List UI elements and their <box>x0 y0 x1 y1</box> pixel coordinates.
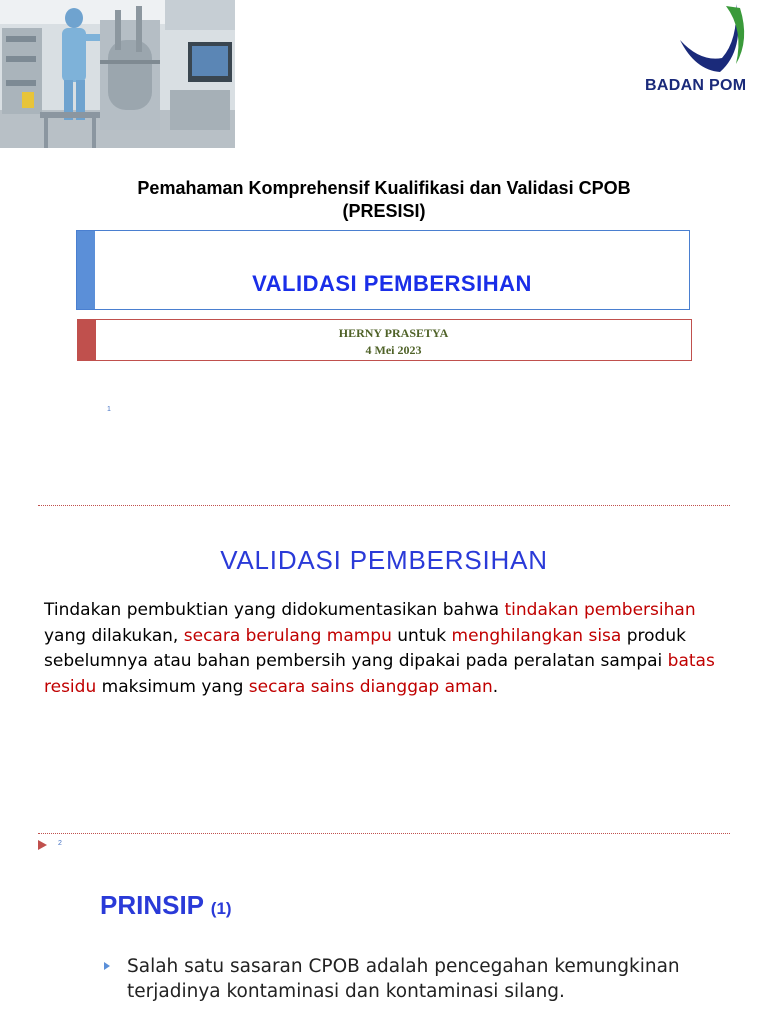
slide3-title-text: PRINSIP <box>100 890 204 920</box>
event-title-line1: Pemahaman Komprehensif Kualifikasi dan Validasi CPOB <box>137 178 631 198</box>
main-title-box <box>76 230 690 310</box>
presentation-date: 4 Mei 2023 <box>365 343 422 357</box>
definition-paragraph <box>44 598 734 700</box>
highlighted-phrase: batas residu <box>44 651 715 697</box>
slide-divider <box>38 505 730 506</box>
paragraph-text: produk sebelumnya atau bahan pembersih yang dipakai pada peralatan sampai <box>44 625 686 671</box>
bullet-text: Salah satu sasaran CPOB adalah pencegahan kemungkinan terjadinya kontaminasi dan kontaminasi silang. <box>127 956 680 1002</box>
slide-number: 2 <box>58 840 62 847</box>
paragraph-text: maksimum yang <box>96 676 249 697</box>
highlighted-phrase: tindakan pembersihan <box>504 600 696 620</box>
highlighted-phrase: menghilangkan sisa <box>451 625 622 646</box>
slide-arrow-icon <box>38 840 47 850</box>
slide3-title-suffix: (1) <box>210 899 232 918</box>
paragraph-text: yang dilakukan, <box>44 625 184 646</box>
slide-number: 1 <box>107 406 111 413</box>
paragraph-text: . <box>492 676 499 697</box>
logo-text: BADAN POM <box>645 77 747 94</box>
highlighted-phrase: secara berulang mampu <box>183 625 392 646</box>
paragraph-text: untuk <box>391 625 452 646</box>
title-accent-strip <box>77 231 95 309</box>
event-title <box>40 177 728 223</box>
highlighted-phrase: secara sains dianggap aman <box>248 676 493 697</box>
presenter-accent-strip <box>78 320 96 360</box>
presenter-box <box>77 319 692 361</box>
slide-divider <box>38 833 730 834</box>
event-title-line2: (PRESISI) <box>342 201 426 221</box>
presenter-name: HERNY PRASETYA <box>338 326 449 340</box>
paragraph-text: Tindakan pembuktian yang didokumentasikan bahwa <box>44 600 505 620</box>
presenter-info <box>96 325 691 359</box>
slide3-title <box>100 890 232 921</box>
slide2-title: VALIDASI PEMBERSIHAN <box>220 545 548 575</box>
cleanroom-photo <box>0 0 235 148</box>
main-title: VALIDASI PEMBERSIHAN <box>252 271 532 296</box>
bullet-arrow-icon <box>104 962 110 970</box>
